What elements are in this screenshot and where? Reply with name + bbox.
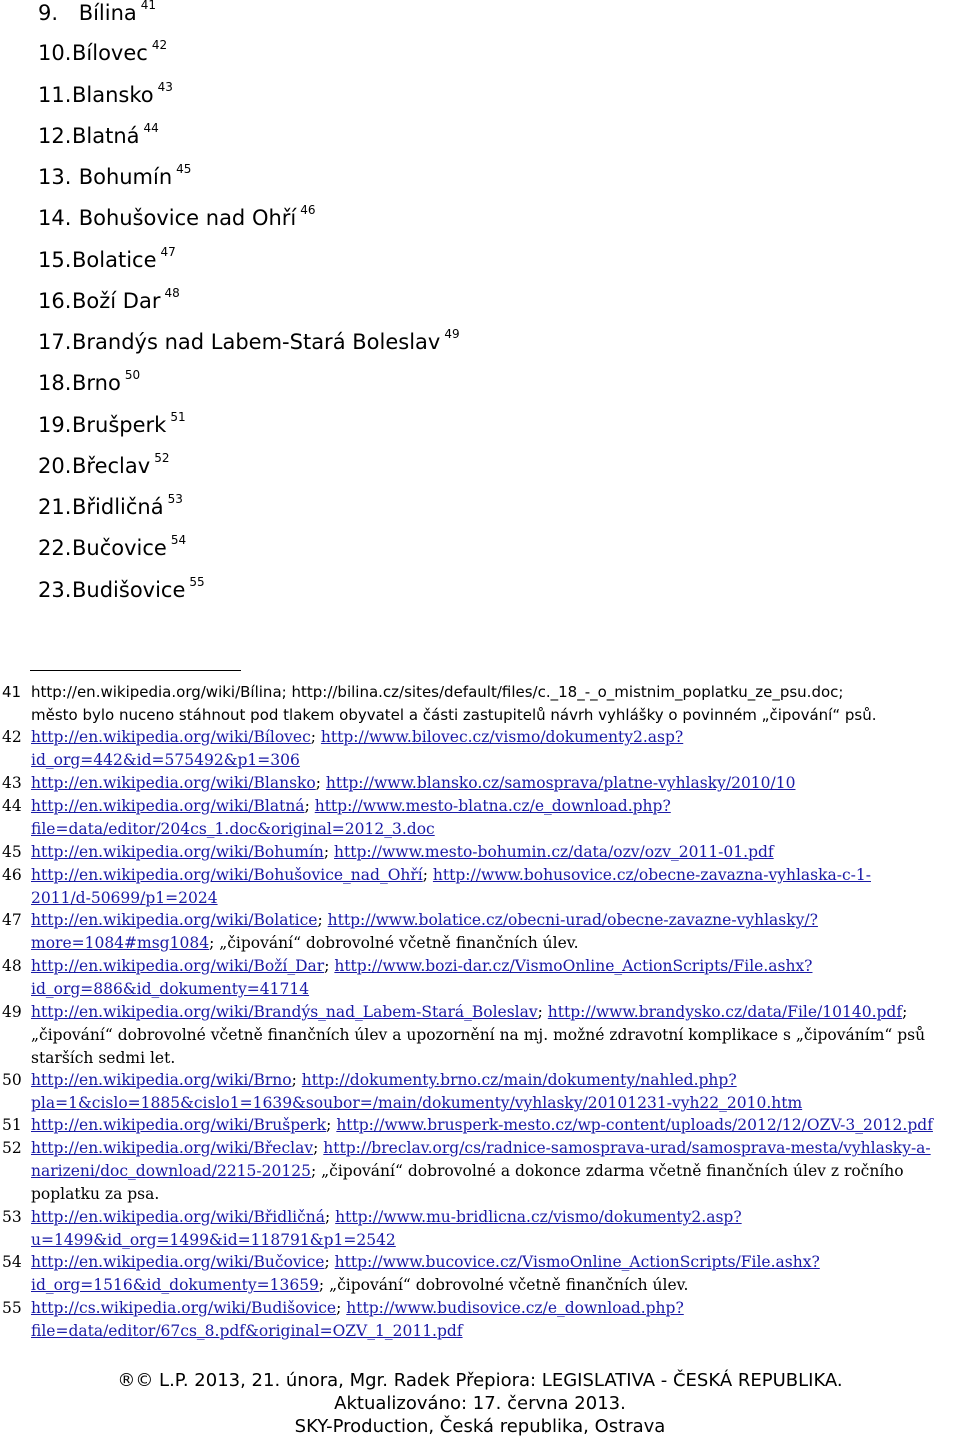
footnote-number: 47 bbox=[2, 911, 22, 929]
separator: ; bbox=[315, 774, 326, 792]
list-item-name: Bílovec bbox=[72, 41, 148, 65]
list-item-name: Bílina bbox=[78, 1, 137, 25]
footnote-ref[interactable]: 42 bbox=[151, 38, 168, 52]
list-item-name: Boží Dar bbox=[72, 289, 161, 313]
list-number: 12. bbox=[38, 124, 72, 148]
footnote-link[interactable]: more=1084#msg1084 bbox=[31, 934, 210, 952]
footnote-ref[interactable]: 54 bbox=[170, 533, 187, 547]
list-item bbox=[38, 123, 159, 149]
separator: ; bbox=[325, 1208, 336, 1226]
footnote-ref[interactable]: 45 bbox=[176, 162, 192, 176]
footnote-number: 42 bbox=[2, 728, 22, 746]
list-item-name: Brušperk bbox=[72, 413, 167, 437]
footnote-ref[interactable]: 44 bbox=[143, 121, 159, 135]
footnote-link[interactable]: file=data/editor/204cs_1.doc&original=2012_3.doc bbox=[31, 820, 435, 838]
footnote-link[interactable]: http://en.wikipedia.org/wiki/Brušperk bbox=[31, 1116, 327, 1134]
separator: ; bbox=[323, 843, 334, 861]
footnote-link[interactable]: http://www.mu-bridlicna.cz/vismo/dokumenty2.asp? bbox=[335, 1208, 742, 1226]
list-item bbox=[38, 288, 180, 314]
page-footer bbox=[0, 1369, 960, 1438]
list-item bbox=[38, 535, 186, 561]
list-number: 19. bbox=[38, 413, 72, 437]
separator: ; bbox=[326, 1116, 337, 1134]
list-item-name: Budišovice bbox=[72, 578, 186, 602]
list-number: 13. bbox=[38, 165, 72, 189]
footnote-link[interactable]: 2011/d-50699/p1=2024 bbox=[31, 889, 218, 907]
footnote-number: 51 bbox=[2, 1116, 22, 1134]
footnote-number: 52 bbox=[2, 1139, 22, 1157]
footnote-link[interactable]: pla=1&cislo=1885&cislo1=1639&soubor=/main/dokumenty/vyhlasky/20101231-vyh22_2010.htm bbox=[31, 1094, 803, 1112]
list-number: 21. bbox=[38, 495, 72, 519]
footnote-link[interactable]: http://www.bohusovice.cz/obecne-zavazna-vyhlaska-c-1- bbox=[432, 866, 871, 884]
footnote-link[interactable]: file=data/editor/67cs_8.pdf&original=OZV_1_2011.pdf bbox=[31, 1322, 463, 1340]
footnote-number: 53 bbox=[2, 1208, 22, 1226]
footnote-ref[interactable]: 49 bbox=[444, 327, 460, 341]
list-number: 17. bbox=[38, 330, 72, 354]
footnote-number: 49 bbox=[2, 1003, 22, 1021]
footer-publisher: SKY-Production, Česká republika, Ostrava bbox=[294, 1416, 666, 1437]
footnote-ref[interactable]: 55 bbox=[189, 575, 205, 589]
list-item bbox=[38, 577, 205, 603]
footnote-link[interactable]: http://www.bucovice.cz/VismoOnline_ActionScripts/File.ashx? bbox=[334, 1253, 820, 1271]
separator: ; bbox=[304, 797, 315, 815]
list-item-name: Brno bbox=[72, 371, 121, 395]
footnote-ref[interactable]: 51 bbox=[170, 410, 186, 424]
list-item bbox=[38, 82, 173, 108]
footnote-number: 46 bbox=[2, 866, 22, 884]
footnote-number: 41 bbox=[2, 683, 22, 701]
list-item bbox=[38, 370, 140, 396]
footnote-link[interactable]: http://en.wikipedia.org/wiki/Bučovice bbox=[31, 1253, 325, 1271]
footnote-link[interactable]: http://www.brandysko.cz/data/File/10140.pdf bbox=[547, 1003, 903, 1021]
footnote-ref[interactable]: 46 bbox=[300, 203, 316, 217]
footnote-link[interactable]: http://www.mesto-blatna.cz/e_download.php? bbox=[314, 797, 671, 815]
list-item bbox=[38, 205, 316, 231]
footnote-number: 54 bbox=[2, 1253, 22, 1271]
footnote-separator bbox=[30, 670, 241, 671]
footnote-link[interactable]: http://en.wikipedia.org/wiki/Břidličná bbox=[31, 1208, 326, 1226]
separator: ; bbox=[324, 957, 335, 975]
list-number: 18. bbox=[38, 371, 72, 395]
separator: ; bbox=[422, 866, 433, 884]
list-item-name: Břidličná bbox=[72, 495, 164, 519]
footnote-number: 45 bbox=[2, 843, 22, 861]
footnote-link[interactable]: http://cs.wikipedia.org/wiki/Budišovice bbox=[31, 1299, 337, 1317]
list-item-name: Brandýs nad Labem-Stará Boleslav bbox=[72, 330, 441, 354]
footnote-link[interactable]: http://en.wikipedia.org/wiki/Brno bbox=[31, 1071, 292, 1089]
list-item-name: Bohumín bbox=[78, 165, 173, 189]
separator: ; bbox=[291, 1071, 302, 1089]
footnote-number: 43 bbox=[2, 774, 22, 792]
footnote-ref[interactable]: 47 bbox=[160, 245, 176, 259]
list-item bbox=[38, 412, 186, 438]
footnote-link[interactable]: id_org=1516&id_dokumenty=13659 bbox=[31, 1276, 319, 1294]
list-number: 15. bbox=[38, 248, 72, 272]
footnote-link[interactable]: id_org=442&id=575492&p1=306 bbox=[31, 751, 300, 769]
footnote-number: 50 bbox=[2, 1071, 22, 1089]
footnote-link[interactable]: http://en.wikipedia.org/wiki/Bílina bbox=[31, 683, 282, 701]
footnote-link[interactable]: http://www.blansko.cz/samosprava/platne-vyhlasky/2010/10 bbox=[325, 774, 796, 792]
footnote-link[interactable]: http://en.wikipedia.org/wiki/Břeclav bbox=[31, 1139, 314, 1157]
footnote-link[interactable]: http://bilina.cz/sites/default/files/c._18_-_o_mistnim_poplatku_ze_psu.doc bbox=[291, 683, 839, 701]
footnote-text: ; „čipování“ dobrovolné včetně finančních úlev. bbox=[209, 934, 579, 952]
separator: ; bbox=[537, 1003, 548, 1021]
footnote-text: starších sedmi let. bbox=[31, 1049, 176, 1067]
list-item-name: Blatná bbox=[72, 124, 140, 148]
list-item-name: Bučovice bbox=[72, 536, 167, 560]
footnote-number: 48 bbox=[2, 957, 22, 975]
footnote-link[interactable]: http://en.wikipedia.org/wiki/Boží_Dar bbox=[31, 957, 325, 975]
footnote-ref[interactable]: 52 bbox=[154, 451, 170, 465]
list-number: 22. bbox=[38, 536, 72, 560]
list-item-name: Bohušovice nad Ohří bbox=[78, 206, 297, 230]
list-number: 10. bbox=[38, 41, 72, 65]
list-item bbox=[38, 453, 169, 479]
footnote-text: „čipování“ dobrovolné včetně finančních úlev a upozornění na mj. možné zdravotní komplikace s „čipováním“ psů bbox=[31, 1026, 926, 1044]
list-item bbox=[38, 164, 191, 190]
list-item-name: Břeclav bbox=[72, 454, 151, 478]
footnote-ref[interactable]: 41 bbox=[140, 0, 157, 12]
footnote-link[interactable]: http://en.wikipedia.org/wiki/Brandýs_nad_Labem-Stará_Boleslav bbox=[31, 1003, 538, 1021]
footnote-text: poplatku za psa. bbox=[31, 1185, 160, 1203]
footnote-link[interactable]: http://en.wikipedia.org/wiki/Blansko bbox=[31, 774, 316, 792]
list-item-name: Blansko bbox=[72, 83, 154, 107]
footnote-link[interactable]: http://www.bolatice.cz/obecni-urad/obecne-zavazne-vyhlasky/? bbox=[327, 911, 818, 929]
separator: ; bbox=[313, 1139, 324, 1157]
list-item bbox=[38, 494, 183, 520]
footnote-link[interactable]: http://dokumenty.brno.cz/main/dokumenty/nahled.php? bbox=[301, 1071, 737, 1089]
list-item bbox=[38, 40, 167, 66]
footnote-link[interactable]: http://breclav.org/cs/radnice-samosprava-urad/samosprava-mesta/vyhlasky-a- bbox=[323, 1139, 931, 1157]
footnote-ref[interactable]: 43 bbox=[157, 80, 173, 94]
footer-updated: Aktualizováno: 17. června 2013. bbox=[334, 1393, 626, 1414]
footnote-link[interactable]: http://en.wikipedia.org/wiki/Bolatice bbox=[31, 911, 318, 929]
footnote-link[interactable]: narizeni/doc_download/2215-20125 bbox=[31, 1162, 311, 1180]
footnote-link[interactable]: http://en.wikipedia.org/wiki/Bílovec bbox=[31, 728, 311, 746]
list-number: 14. bbox=[38, 206, 72, 230]
list-item bbox=[38, 247, 176, 273]
list-number: 16. bbox=[38, 289, 72, 313]
footnote-link[interactable]: http://www.brusperk-mesto.cz/wp-content/uploads/2012/12/OZV-3_2012.pdf bbox=[336, 1116, 933, 1134]
separator: ; bbox=[336, 1299, 347, 1317]
footnote-text: ; „čipování“ dobrovolné a dokonce zdarma včetně finančních úlev z ročního bbox=[310, 1162, 904, 1180]
separator: ; bbox=[324, 1253, 335, 1271]
footnote-link[interactable]: http://www.mesto-bohumin.cz/data/ozv/ozv_2011-01.pdf bbox=[334, 843, 774, 861]
footnote-link[interactable]: http://en.wikipedia.org/wiki/Blatná bbox=[31, 797, 305, 815]
footnote-ref[interactable]: 53 bbox=[167, 492, 183, 506]
footnote-number: 55 bbox=[2, 1299, 22, 1317]
footnote-number: 44 bbox=[2, 797, 22, 815]
footnote-text: město bylo nuceno stáhnout pod tlakem obyvatel a části zastupitelů návrh vyhlášky o povinném „čipování“ psů. bbox=[31, 706, 877, 724]
footnote-text: ; „čipování“ dobrovolné včetně finančních úlev. bbox=[318, 1276, 689, 1294]
list-item bbox=[38, 329, 460, 355]
list-number: 20. bbox=[38, 454, 72, 478]
footnote-ref[interactable]: 50 bbox=[124, 368, 141, 382]
list-number: 23. bbox=[38, 578, 72, 602]
footer-copyright: ®© L.P. 2013, 21. února, Mgr. Radek Přepiora: LEGISLATIVA - ČESKÁ REPUBLIKA. bbox=[117, 1370, 843, 1391]
separator: ; bbox=[281, 683, 292, 701]
footnote-link[interactable]: http://www.budisovice.cz/e_download.php? bbox=[346, 1299, 684, 1317]
separator: ; bbox=[902, 1003, 908, 1021]
separator: ; bbox=[317, 911, 328, 929]
list-number: 9. bbox=[38, 1, 59, 25]
footnote-link[interactable]: id_org=886&id_dokumenty=41714 bbox=[31, 980, 310, 998]
list-item bbox=[38, 0, 156, 26]
footnote-link[interactable]: u=1499&id_org=1499&id=118791&p1=2542 bbox=[31, 1231, 396, 1249]
footnote-link[interactable]: http://www.bilovec.cz/vismo/dokumenty2.asp? bbox=[320, 728, 684, 746]
footnote-link[interactable]: http://en.wikipedia.org/wiki/Bohumín bbox=[31, 843, 324, 861]
separator: ; bbox=[310, 728, 321, 746]
footnote-link[interactable]: http://en.wikipedia.org/wiki/Bohušovice_nad_Ohří bbox=[31, 866, 423, 884]
list-number: 11. bbox=[38, 83, 72, 107]
footnote-link[interactable]: http://www.bozi-dar.cz/VismoOnline_ActionScripts/File.ashx? bbox=[334, 957, 813, 975]
footnote-ref[interactable]: 48 bbox=[164, 286, 180, 300]
list-item-name: Bolatice bbox=[72, 248, 157, 272]
separator: ; bbox=[838, 683, 844, 701]
